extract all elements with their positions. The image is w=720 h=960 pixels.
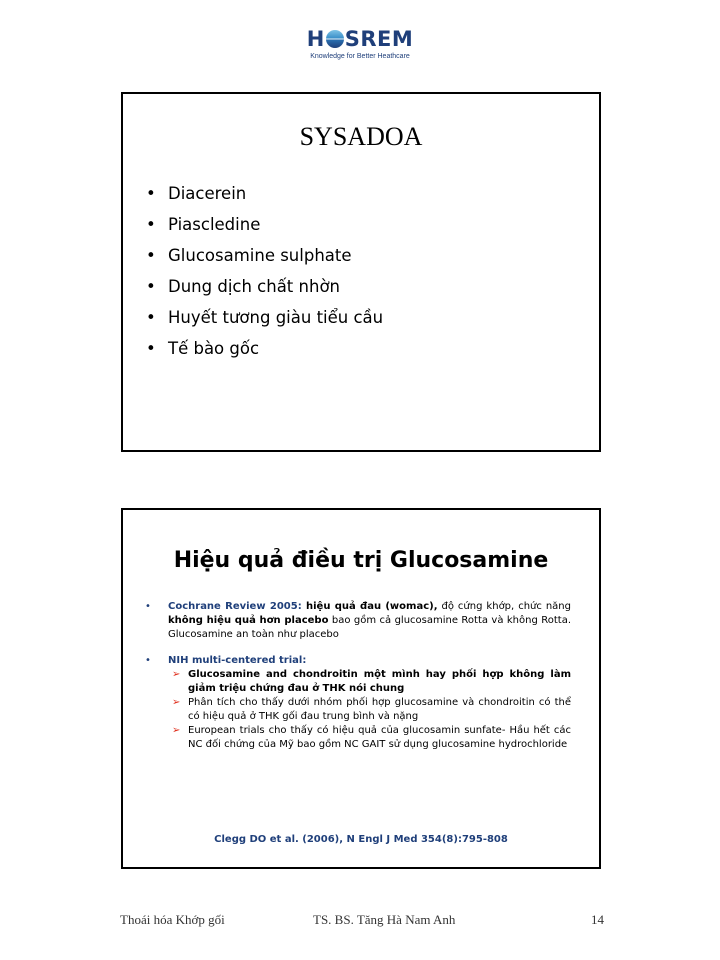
slide-glucosamine-efficacy xyxy=(121,508,601,869)
bullet-icon: • xyxy=(145,655,151,666)
hosrem-logo xyxy=(298,28,422,70)
footer-document-title: Thoái hóa Khớp gối xyxy=(120,912,225,927)
arrow-bullet-icon: ➢ xyxy=(172,669,181,680)
sub-bullet xyxy=(143,696,571,724)
list-item: • Piascledine xyxy=(143,209,383,240)
arrow-bullet-icon: ➢ xyxy=(172,697,181,708)
slide1-title: SYSADOA xyxy=(299,122,423,151)
globe-icon xyxy=(326,30,344,48)
nih-label: NIH multi-centered trial: xyxy=(168,655,307,666)
logo-tagline: Knowledge for Better Heathcare xyxy=(310,53,410,60)
list-item: • Huyết tương giàu tiểu cầu xyxy=(143,302,383,333)
slide2-body xyxy=(143,600,571,752)
bullet-icon: • xyxy=(145,601,151,612)
page-number: 14 xyxy=(591,912,604,927)
citation: Clegg DO et al. (2006), N Engl J Med 354(8):795-808 xyxy=(214,834,508,845)
slide1-bullet-list xyxy=(143,178,383,364)
sub-bullet-text: Phân tích cho thấy dưới nhóm phối hợp glucosamine và chondroitin có thể có hiệu quả ở THK gối đau trung bình và nặng xyxy=(188,697,571,722)
sub-bullet xyxy=(143,724,571,752)
list-item: • Glucosamine sulphate xyxy=(143,240,383,271)
sub-bullet-text: European trials cho thấy có hiệu quả của glucosamin sunfate- Hầu hết các NC đối chứng của Mỹ bao gồm NC GAIT sử dụng glucosamine hydrochloride xyxy=(188,725,571,750)
cochrane-text-2: bao gồm cả glucosamine Rotta và không Rotta. Glucosamine an toàn như placebo xyxy=(168,615,572,640)
cochrane-label: Cochrane Review 2005: xyxy=(168,601,302,612)
list-item: • Tế bào gốc xyxy=(143,333,383,364)
sub-bullet xyxy=(143,668,571,696)
footer-author: TS. BS. Tăng Hà Nam Anh xyxy=(313,912,456,927)
sub-bullet-text: Glucosamine and chondroitin một mình hay phối hợp không làm giảm triệu chứng đau ở THK nói chung xyxy=(188,669,571,694)
cochrane-bold-2: không hiệu quả hơn placebo xyxy=(168,615,329,626)
cochrane-text-1: độ cứng khớp, chức năng xyxy=(437,601,571,612)
slide-sysadoa xyxy=(121,92,601,452)
slide2-title: Hiệu quả điều trị Glucosamine xyxy=(173,548,549,573)
arrow-bullet-icon: ➢ xyxy=(172,725,181,736)
logo-letter-h: H xyxy=(306,27,325,51)
list-item: • Diacerein xyxy=(143,178,383,209)
logo-wordmark xyxy=(298,28,422,50)
cochrane-bold-1: hiệu quả đau (womac), xyxy=(301,601,438,612)
bullet-cochrane xyxy=(143,600,571,642)
bullet-nih xyxy=(143,654,571,668)
logo-letters-srem: SREM xyxy=(344,27,414,51)
list-item: • Dung dịch chất nhờn xyxy=(143,271,383,302)
